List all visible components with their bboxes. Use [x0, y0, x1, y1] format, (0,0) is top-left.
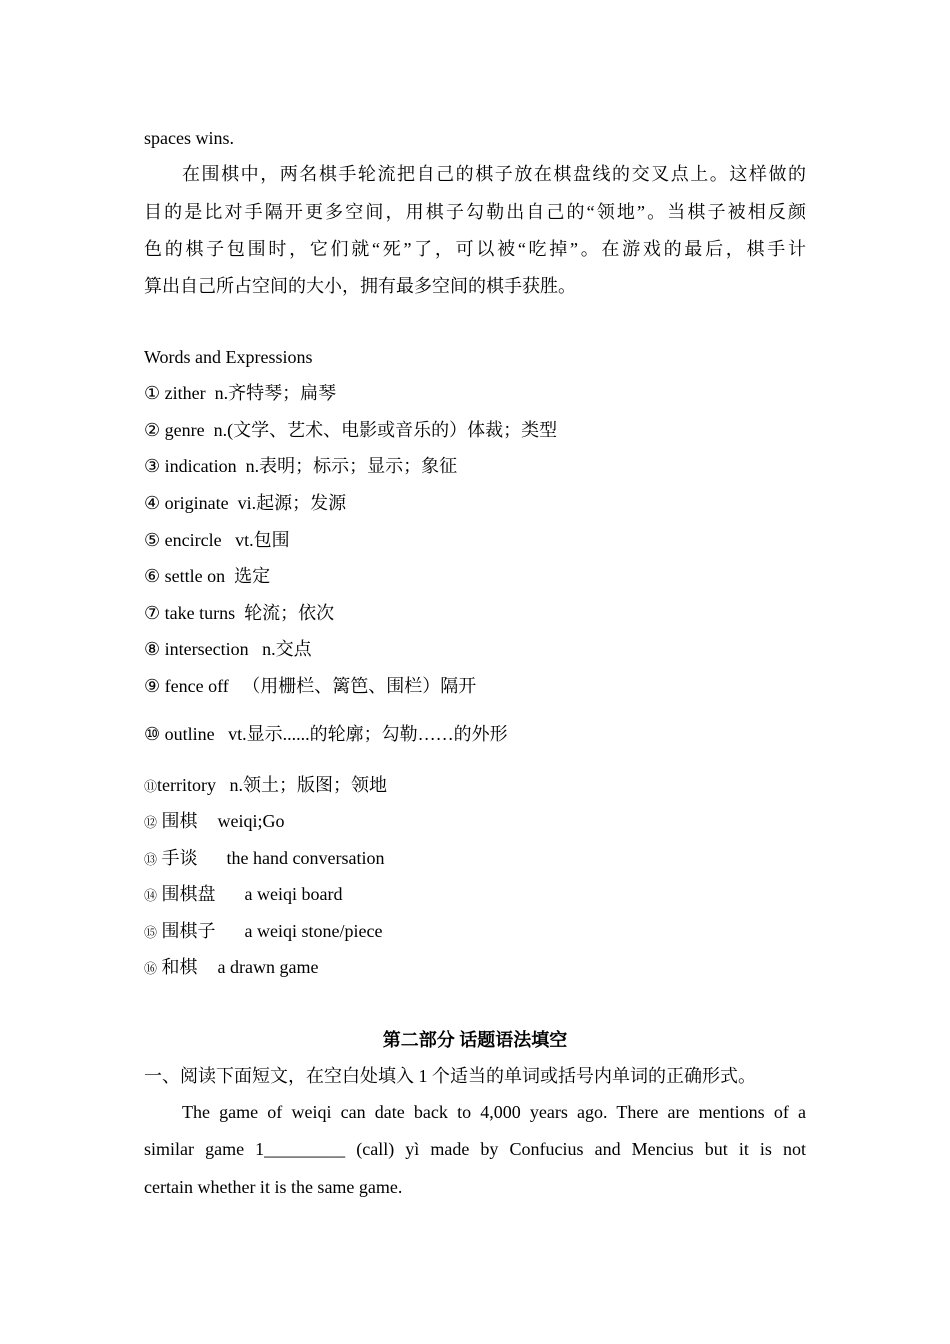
vocab-item: [144, 773, 806, 799]
vocab-def: a drawn game: [217, 957, 319, 977]
vocab-def: weiqi;Go: [217, 811, 285, 831]
vocab-num: ⑮: [144, 925, 158, 940]
vocab-def: vt.显示......的轮廓；勾勒……的外形: [228, 724, 508, 744]
vocab-item: [144, 846, 806, 872]
vocab-def: n.(文学、艺术、电影或音乐的）体裁；类型: [213, 420, 558, 440]
vocab-def: vi.起源；发源: [237, 493, 347, 513]
vocab-heading: Words and Expressions: [144, 347, 313, 367]
vocab-def: n.齐特琴；扁琴: [214, 383, 337, 403]
vocab-term: encircle: [164, 530, 222, 550]
vocab-num: ⑯: [144, 961, 158, 976]
vocab-item: [144, 381, 806, 405]
vocab-num: ④: [144, 493, 161, 513]
vocab-term: take turns: [164, 603, 236, 623]
vocab-item: [144, 955, 806, 981]
vocab-term: territory: [157, 775, 216, 795]
vocab-num: ①: [144, 383, 161, 403]
vocab-term: zither: [164, 383, 206, 403]
section-title: 第二部分 话题语法填空: [382, 1030, 568, 1050]
vocab-term: settle on: [164, 566, 226, 586]
vocab-num: ⑪: [144, 779, 158, 794]
vocab-term: 围棋: [161, 811, 198, 831]
vocab-def: 选定: [234, 566, 271, 586]
vocab-num: ⑧: [144, 639, 161, 659]
vocab-item: [144, 882, 806, 908]
vocab-term: indication: [164, 456, 237, 476]
vocab-item: [144, 564, 806, 588]
vocab-def: 轮流；依次: [244, 603, 335, 623]
section-instruction: 一、阅读下面短文，在空白处填入 1 个适当的单词或括号内单词的正确形式。: [144, 1066, 756, 1086]
vocab-term: 围棋盘: [161, 884, 216, 904]
vocab-item: [144, 674, 806, 698]
vocab-num: ⑦: [144, 603, 161, 623]
chinese-line-1: 在围棋中，两名棋手轮流把自己的棋子放在棋盘线的交叉点上。这样做的: [182, 164, 806, 184]
vocab-def: n.领土；版图；领地: [229, 775, 387, 795]
vocab-term: 手谈: [161, 848, 198, 868]
vocab-item: [144, 919, 806, 945]
passage-english-end: spaces wins.: [144, 128, 234, 148]
vocab-item: [144, 601, 806, 625]
vocab-item: [144, 491, 806, 515]
vocab-item: [144, 809, 806, 835]
vocab-num: ⑤: [144, 530, 161, 550]
vocab-def: a weiqi stone/piece: [244, 921, 383, 941]
vocab-num: ⑬: [144, 852, 158, 867]
vocab-num: ⑫: [144, 815, 158, 830]
vocab-term: intersection: [164, 639, 249, 659]
vocab-item: [144, 454, 806, 478]
vocab-item: [144, 528, 806, 552]
chinese-line-4: 算出自己所占空间的大小，拥有最多空间的棋手获胜。: [144, 276, 576, 296]
vocab-num: ②: [144, 420, 161, 440]
para-line-3: certain whether it is the same game.: [144, 1177, 403, 1197]
vocab-item: [144, 637, 806, 661]
vocab-term: 和棋: [161, 957, 198, 977]
vocab-term: outline: [164, 724, 215, 744]
vocab-term: originate: [164, 493, 229, 513]
para-line-2: similar game 1_________ (call) yì made by Confucius and Mencius but it is not: [144, 1139, 806, 1159]
chinese-line-2: 目的是比对手隔开更多空间，用棋子勾勒出自己的“领地”。当棋子被相反颜: [144, 202, 806, 222]
vocab-num: ⑥: [144, 566, 161, 586]
vocab-num: ⑭: [144, 888, 158, 903]
vocab-item: [144, 722, 806, 746]
vocab-term: 围棋子: [161, 921, 216, 941]
vocab-num: ⑩: [144, 724, 161, 744]
vocab-term: fence off: [164, 676, 229, 696]
vocab-term: genre: [164, 420, 205, 440]
chinese-line-3: 色的棋子包围时，它们就“死”了，可以被“吃掉”。在游戏的最后，棋手计: [144, 239, 806, 259]
vocab-num: ⑨: [144, 676, 161, 696]
para-line-1: The game of weiqi can date back to 4,000 years ago. There are mentions of a: [182, 1102, 806, 1122]
vocab-def: a weiqi board: [244, 884, 343, 904]
vocab-def: （用栅栏、篱笆、围栏）隔开: [242, 676, 477, 696]
vocab-def: the hand conversation: [226, 848, 385, 868]
vocab-item: [144, 418, 806, 442]
vocab-num: ③: [144, 456, 161, 476]
vocab-def: vt.包围: [235, 530, 290, 550]
vocab-def: n.交点: [262, 639, 312, 659]
vocab-def: n.表明；标示；显示；象征: [245, 456, 458, 476]
